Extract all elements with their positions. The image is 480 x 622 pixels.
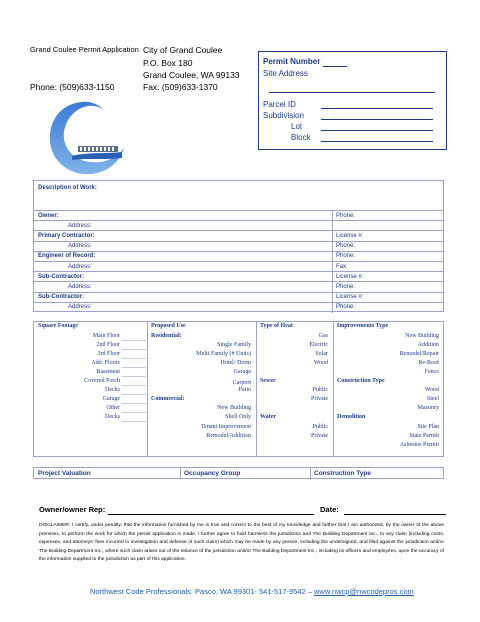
owner-phone-label: Phone: <box>336 212 356 219</box>
construction-type-label: Construction Type <box>314 469 371 477</box>
sewer-private: Private <box>311 396 328 403</box>
city-name: City of Grand Coulee <box>143 45 223 55</box>
improvements-header: Improvements Type <box>337 323 389 329</box>
use-garage: Garage <box>233 368 251 375</box>
use-multi-family: Multi Family (# Units) <box>196 350 251 357</box>
work-contacts-section <box>33 180 444 312</box>
imp-new-building: New Building <box>405 332 439 339</box>
use-remodel-addition: Remodel/Addition <box>206 432 251 439</box>
primary-contractor-phone-label: Phone: <box>336 243 356 250</box>
city-logo <box>42 96 130 180</box>
primary-contractor-address-label: Address: <box>68 243 92 250</box>
sqft-3rd-floor: 3rd Floor <box>97 350 120 357</box>
use-patio: Patio <box>238 387 251 394</box>
sqft-basement: Basement <box>96 368 120 375</box>
water-public: Public <box>312 423 328 430</box>
disclaimer-text: DISCLAIMER: I certify, under penalty, that the information furnished by me is true and correct to the best of my knowledge and further that I am authorized, by the owner of the above premises, to perform the work for which the permit application is made. I further agree to hold harmless the jurisdiction and The Building Department Inc., to any claim (including costs, expenses, and attorneys' fees incurred in investigation and defense of such claim) which may be made by any person, including the undersigned, and filed against the jurisdiction and/or The Building Department Inc., where such claim arises out of the reliance of the jurisdiction and/or The Building Department Inc., including its officers and employees, upon the accuracy of the information supplied to the jurisdiction as part of this application. <box>39 523 444 563</box>
po-box: P.O. Box 180 <box>143 57 193 68</box>
sqft-decks-2: Decks <box>105 414 120 421</box>
heat-solar: Solar <box>315 350 328 357</box>
sqft-covered-porch: Covered Porch <box>84 378 120 384</box>
sqft-add-floors: Add. Floors <box>91 359 120 366</box>
owner-rep-label: Owner/owner Rep: <box>39 505 106 514</box>
footer-link[interactable]: www.nwcp@nwcodepros.com <box>314 587 414 596</box>
owner-address-row[interactable] <box>34 221 443 231</box>
use-single-family: Single Family <box>217 341 251 348</box>
use-new-building: New Building <box>217 405 251 412</box>
residential-label: Residential: <box>151 332 182 339</box>
heat-gas: Gas <box>318 332 328 339</box>
sub-contractor-license-label-1: License #: <box>336 273 364 280</box>
site-address-field[interactable] <box>269 92 435 93</box>
sub-contractor-row-2[interactable] <box>34 293 443 303</box>
demolition-header: Demolition <box>337 414 366 421</box>
project-valuation-label: Project Valuation <box>38 469 91 477</box>
footer <box>90 587 414 596</box>
sub-contractor-row-1[interactable] <box>34 272 443 282</box>
sqft-other: Other <box>106 405 120 412</box>
water-header: Water <box>260 414 276 421</box>
occupancy-group-label: Occupancy Group <box>184 469 241 477</box>
footer-text: Northwest Code Professionals. Pasco, WA 99301- 541-517-9542 – <box>90 587 315 596</box>
ct-wood: Wood <box>424 387 439 394</box>
water-private: Private <box>311 432 328 439</box>
city-state-zip: Grand Coulee, WA 99133 <box>143 70 240 80</box>
permit-number-label: Permit Number <box>263 57 321 66</box>
project-details-table <box>33 321 444 457</box>
lot-field[interactable] <box>321 130 433 131</box>
use-hotel-dorm: Hotel/ Dorm <box>220 359 251 366</box>
site-address-label: Site Address <box>263 69 308 78</box>
engineer-address-label: Address: <box>68 263 92 270</box>
owner-rep-signature-field[interactable] <box>108 514 314 515</box>
owner-label: Owner: <box>38 212 59 219</box>
heat-wood: Wood <box>313 359 328 366</box>
sewer-public: Public <box>312 387 328 394</box>
engineer-fax-label: Fax: <box>336 263 348 270</box>
sub-contractor-address-row-2[interactable] <box>34 303 443 313</box>
owner-address-label: Address: <box>68 222 92 229</box>
city-fax: Fax: (509)633-1370 <box>143 82 218 92</box>
sub-contractor-label-1: Sub-Contractor: <box>38 273 84 280</box>
sqft-2nd-floor: 2nd Floor <box>96 341 120 348</box>
proposed-use-header: Proposed Use <box>151 323 186 329</box>
parcel-id-label: Parcel ID <box>263 100 296 109</box>
use-tenant-improvement: Tenant Improvement <box>200 423 251 430</box>
primary-contractor-label: Primary Contractor: <box>38 232 95 239</box>
engineer-label: Engineer of Record: <box>38 253 96 260</box>
subdivision-field[interactable] <box>321 119 433 120</box>
use-shell-only: Shell Only <box>225 414 251 421</box>
ct-steel: Steel <box>427 396 439 403</box>
engineer-row[interactable] <box>34 252 443 262</box>
use-carport: Carport <box>232 380 251 386</box>
date-label: Date: <box>320 505 339 514</box>
permit-number-field[interactable] <box>323 66 347 67</box>
imp-addition: Addition <box>417 341 439 348</box>
sewer-header: Sewer <box>260 378 276 384</box>
primary-contractor-row[interactable] <box>34 231 443 241</box>
permit-info-box <box>258 51 447 150</box>
sub-contractor-address-row-1[interactable] <box>34 282 443 292</box>
sqft-decks: Decks <box>105 387 120 394</box>
primary-contractor-license-label: License #: <box>336 232 364 239</box>
ct-masonry: Masonry <box>417 405 439 412</box>
form-title: Grand Coulee Permit Application <box>30 45 139 54</box>
parcel-id-field[interactable] <box>321 108 433 109</box>
lot-label: Lot <box>291 122 303 131</box>
subdivision-label: Subdivision <box>263 111 304 120</box>
imp-remodel-repair: Remodel/Repair <box>399 350 439 357</box>
construction-type-header: Construction Type <box>337 378 385 384</box>
description-label: Description of Work: <box>38 185 97 191</box>
city-phone: Phone: (509)633-1150 <box>30 82 115 92</box>
imp-fence: Fence <box>424 368 439 375</box>
commercial-label: Commercial: <box>151 396 185 403</box>
sub-contractor-phone-label-1: Phone: <box>336 283 356 290</box>
owner-row[interactable] <box>34 211 443 221</box>
sub-contractor-phone-label-2: Phone: <box>336 304 356 311</box>
project-summary-row <box>33 467 444 479</box>
sqft-garage: Garage <box>102 396 120 403</box>
heat-type-header: Type of Heat <box>260 323 293 329</box>
engineer-phone-label: Phone: <box>336 253 356 260</box>
sub-contractor-label-2: Sub-Contractor: <box>38 294 84 301</box>
sqft-main-floor: Main Floor <box>92 332 120 339</box>
city-address-block <box>143 44 240 82</box>
demo-state-permit: State Permit <box>409 432 439 439</box>
sub-contractor-license-label-2: License #: <box>336 294 364 301</box>
demo-site-plan: Site Plan <box>417 423 439 430</box>
block-label: Block <box>291 133 311 142</box>
date-field[interactable] <box>344 514 446 515</box>
imp-re-roof: Re-Roof <box>418 359 439 366</box>
sub-contractor-address-label-2: Address: <box>68 304 92 311</box>
demo-asbestos-permit: Asbestos Permit <box>399 441 439 448</box>
square-footage-header: Square Footage <box>38 323 79 329</box>
block-field[interactable] <box>321 141 433 142</box>
sub-contractor-address-label-1: Address: <box>68 283 92 290</box>
heat-electric: Electric <box>309 341 328 348</box>
engineer-address-row[interactable] <box>34 262 443 272</box>
description-row[interactable] <box>34 181 443 211</box>
primary-contractor-address-row[interactable] <box>34 242 443 252</box>
